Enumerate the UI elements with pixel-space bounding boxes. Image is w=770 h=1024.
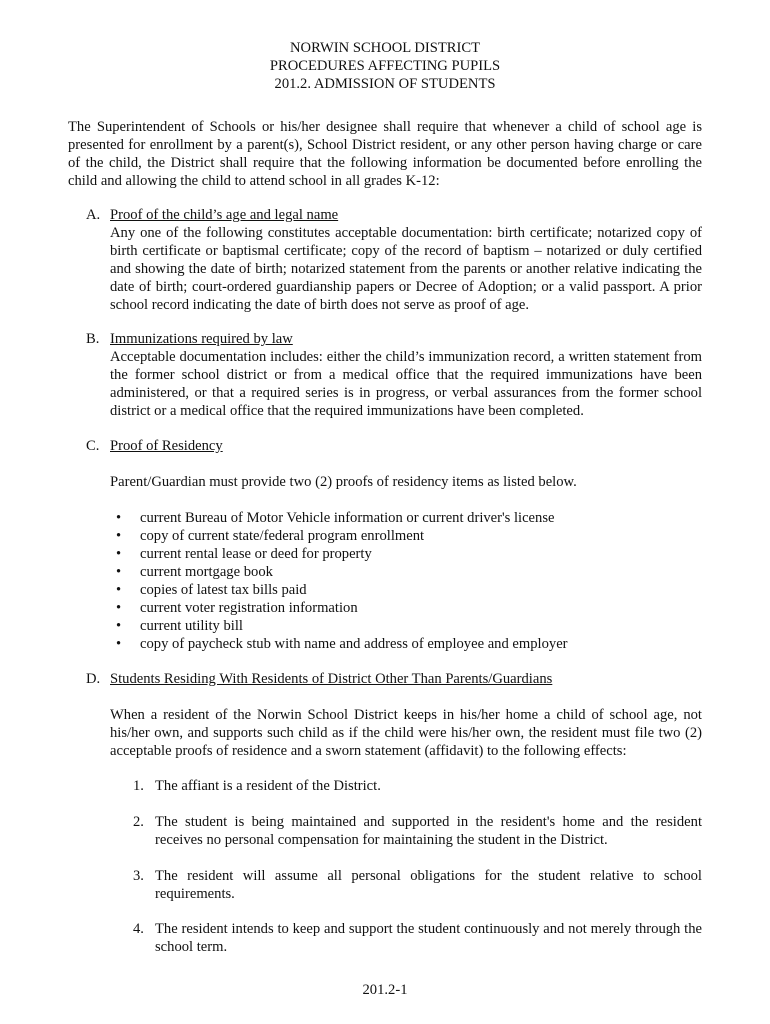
numbered-item: [133, 920, 702, 956]
item-text: The resident will assume all personal obligations for the student relative to school requirements.: [155, 868, 702, 902]
section-b: [86, 330, 702, 420]
item-text: The resident intends to keep and support the student continuously and not merely through the school term.: [155, 921, 702, 955]
item-number: 4.: [133, 921, 144, 937]
page-number: 201.2-1: [362, 982, 408, 998]
list-item: • current utility bill: [110, 617, 702, 635]
section-text: Parent/Guardian must provide two (2) proofs of residency items as listed below.: [110, 474, 577, 490]
list-item: • copy of current state/federal program enrollment: [110, 527, 702, 545]
document-header: [68, 39, 702, 93]
section-a: [86, 206, 702, 314]
item-number: 1.: [133, 778, 144, 794]
section-d: [86, 670, 702, 760]
section-heading: Proof of the child’s age and legal name: [110, 207, 339, 223]
numbered-item: [133, 867, 702, 903]
list-item: • copies of latest tax bills paid: [110, 581, 702, 599]
residency-proof-list: [110, 509, 702, 653]
policy-title: 201.2. ADMISSION OF STUDENTS: [274, 76, 496, 92]
section-text: Acceptable documentation includes: either the child’s immunization record, a written statement from the former school district or from a medical office that the required immunizations have been administered, or that a required series is in progress, or verbal assurances from the former school district or a medical office that the required immunizations have been completed.: [110, 349, 702, 419]
procedures-title: PROCEDURES AFFECTING PUPILS: [269, 58, 501, 74]
numbered-item: [133, 777, 702, 795]
item-number: 2.: [133, 814, 144, 830]
list-item: • current voter registration information: [110, 599, 702, 617]
section-text: When a resident of the Norwin School District keeps in his/her home a child of school age, not his/her own, and supports such child as if the child were his/her own, the resident must file two (2) acceptable proofs of residence and a sworn statement (affidavit) to the following effects:: [110, 707, 702, 759]
section-heading: Proof of Residency: [110, 438, 223, 454]
section-text: Any one of the following constitutes acceptable documentation: birth certificate; notarized copy of birth certificate or baptismal certificate; copy of the record of baptism – notarized or duly certified and showing the date of birth; notarized statement from the parents or another relative indicating the date of birth; court-ordered guardianship papers or Decree of Adoption; or a valid passport. A prior school record indicating the date of birth does not serve as proof of age.: [110, 225, 702, 313]
numbered-item: [133, 813, 702, 849]
item-number: 3.: [133, 868, 144, 884]
section-label: B.: [86, 331, 100, 347]
list-item: • copy of paycheck stub with name and address of employee and employer: [110, 635, 702, 653]
list-item: • current rental lease or deed for property: [110, 545, 702, 563]
list-item: • current Bureau of Motor Vehicle information or current driver's license: [110, 509, 702, 527]
section-label: A.: [86, 207, 101, 223]
section-label: C.: [86, 438, 100, 454]
list-item: • current mortgage book: [110, 563, 702, 581]
item-text: The affiant is a resident of the District.: [155, 778, 381, 794]
section-heading: Immunizations required by law: [110, 331, 293, 347]
intro-paragraph: The Superintendent of Schools or his/her designee shall require that whenever a child of school age is presented for enrollment by a parent(s), School District resident, or any other person having charge or care of the child, the District shall require that the following information be documented before enrolling the child and allowing the child to attend school in all grades K-12:: [68, 119, 702, 189]
item-text: The student is being maintained and supported in the resident's home and the resident receives no personal compensation for maintaining the student in the District.: [155, 814, 702, 848]
section-c: [86, 437, 702, 491]
section-label: D.: [86, 671, 101, 687]
section-heading: Students Residing With Residents of District Other Than Parents/Guardians: [110, 671, 553, 687]
district-name: NORWIN SCHOOL DISTRICT: [290, 40, 480, 56]
